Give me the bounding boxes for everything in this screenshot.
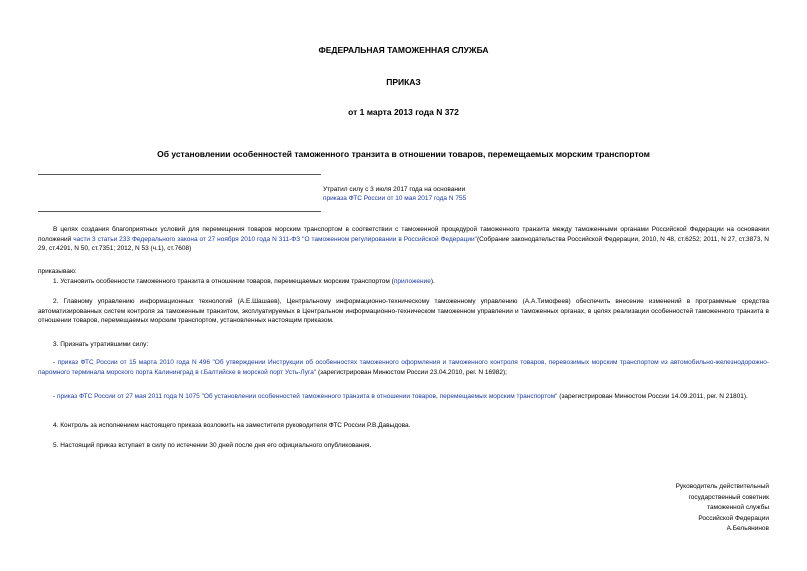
- agency-name: ФЕДЕРАЛЬНАЯ ТАМОЖЕННАЯ СЛУЖБА: [318, 45, 489, 55]
- order-1075-link[interactable]: приказ ФТС России от 27 мая 2011 года N 1075 "Об установлении особенностей таможенного транзита в отношении товаров, перемещаемых морским транспортом": [56, 393, 558, 400]
- federal-law-link[interactable]: части 3 статьи 233 Федерального закона от 27 ноября 2010 года N 311-ФЗ "О таможенном регулировании в Российской Федерации": [73, 235, 477, 243]
- signature-line-2: государственный советник: [688, 493, 769, 501]
- orders-line: приказываю:: [38, 268, 77, 275]
- preamble-text-2: (Собрание законодательства Российской Федерации, 2010, N 48, ст.6252; 2011, N 27, ст.3873, N 29, ст.4291, N 50, ст.7351; 2012, N 53 (ч.1), ст.7608): [38, 235, 769, 253]
- document-title: Об установлении особенностей таможенного транзита в отношении товаров, перемещаемых морским транспортом: [157, 149, 650, 159]
- dash-2: -: [53, 393, 57, 400]
- repealed-order-2: [38, 392, 769, 402]
- document-date-number: от 1 марта 2013 года N 372: [348, 107, 459, 117]
- item-4-paragraph: 4. Контроль за исполнением настоящего приказа возложить на заместителя руководителя ФТС России Р.В.Давыдова.: [53, 422, 411, 429]
- order-496-link[interactable]: приказ ФТС России от 15 марта 2010 года N 496 "Об утверждении Инструкции об особенностях таможенного оформления и таможенного контроля товаров, перевозимых морским транспортом из автомобильно-железнодорожно-паромного терминала морского порта Калининград в г.Балтийске в морской порт Усть-Луга": [38, 359, 769, 376]
- appendix-link[interactable]: приложение: [393, 278, 431, 285]
- signature-name: А.Бельянинов: [726, 525, 769, 532]
- item-2-paragraph: 2. Главному управлению информационных технологий (А.Е.Шашаев), Центральному информационно-техническому таможенному управлению (А.А.Тимофеев) обеспечить внесение изменений в программные средства автоматизированных систем контроля за таможенным транзитом, эксплуатируемых в Центральном информационно-техническом таможенном управлении и таможенных органах, в целях реализации особенностей таможенного транзита в отношении товаров, перемещаемых морским транспортом, установленных настоящим приказом.: [38, 298, 769, 325]
- item-3-paragraph: 3. Признать утратившими силу:: [53, 341, 149, 348]
- bottom-divider: [38, 211, 321, 212]
- item-1-paragraph: [38, 277, 769, 287]
- repeal-notice: [323, 185, 466, 203]
- signature-line-3: таможенной службы: [707, 504, 769, 511]
- document-type: ПРИКАЗ: [386, 77, 421, 87]
- registration-1: (зарегистрирован Минюстом России 23.04.2010, рег. N 16982);: [316, 368, 507, 376]
- item-5-paragraph: 5. Настоящий приказ вступает в силу по истечении 30 дней после дня его официального опубликования.: [53, 442, 372, 449]
- dash-1: -: [53, 359, 58, 366]
- item-1-end: ).: [430, 278, 435, 285]
- preamble-paragraph: [38, 225, 769, 254]
- signature-line-4: Российской Федерации: [698, 514, 769, 522]
- repeal-notice-text: Утратил силу с 3 июля 2017 года на основании: [323, 186, 466, 193]
- top-divider: [38, 174, 321, 175]
- repeal-order-link[interactable]: приказа ФТС России от 10 мая 2017 года N 755: [323, 195, 467, 202]
- registration-2: (зарегистрирован Минюстом России 14.09.2011, рег. N 21801).: [557, 393, 748, 400]
- item-1-text: 1. Установить особенности таможенного транзита в отношении товаров, перемещаемых морским транспортом (: [53, 278, 394, 285]
- preamble-text-1: В целях создания благоприятных условий для перемещения товаров морским транспортом в соответствии с таможенной процедурой таможенного транзита между таможенными органами Российской Федерации на основании положений: [38, 226, 769, 243]
- signature-line-1: Руководитель действительный: [675, 483, 769, 490]
- repealed-order-1: [38, 358, 769, 377]
- signature-block: [676, 482, 769, 535]
